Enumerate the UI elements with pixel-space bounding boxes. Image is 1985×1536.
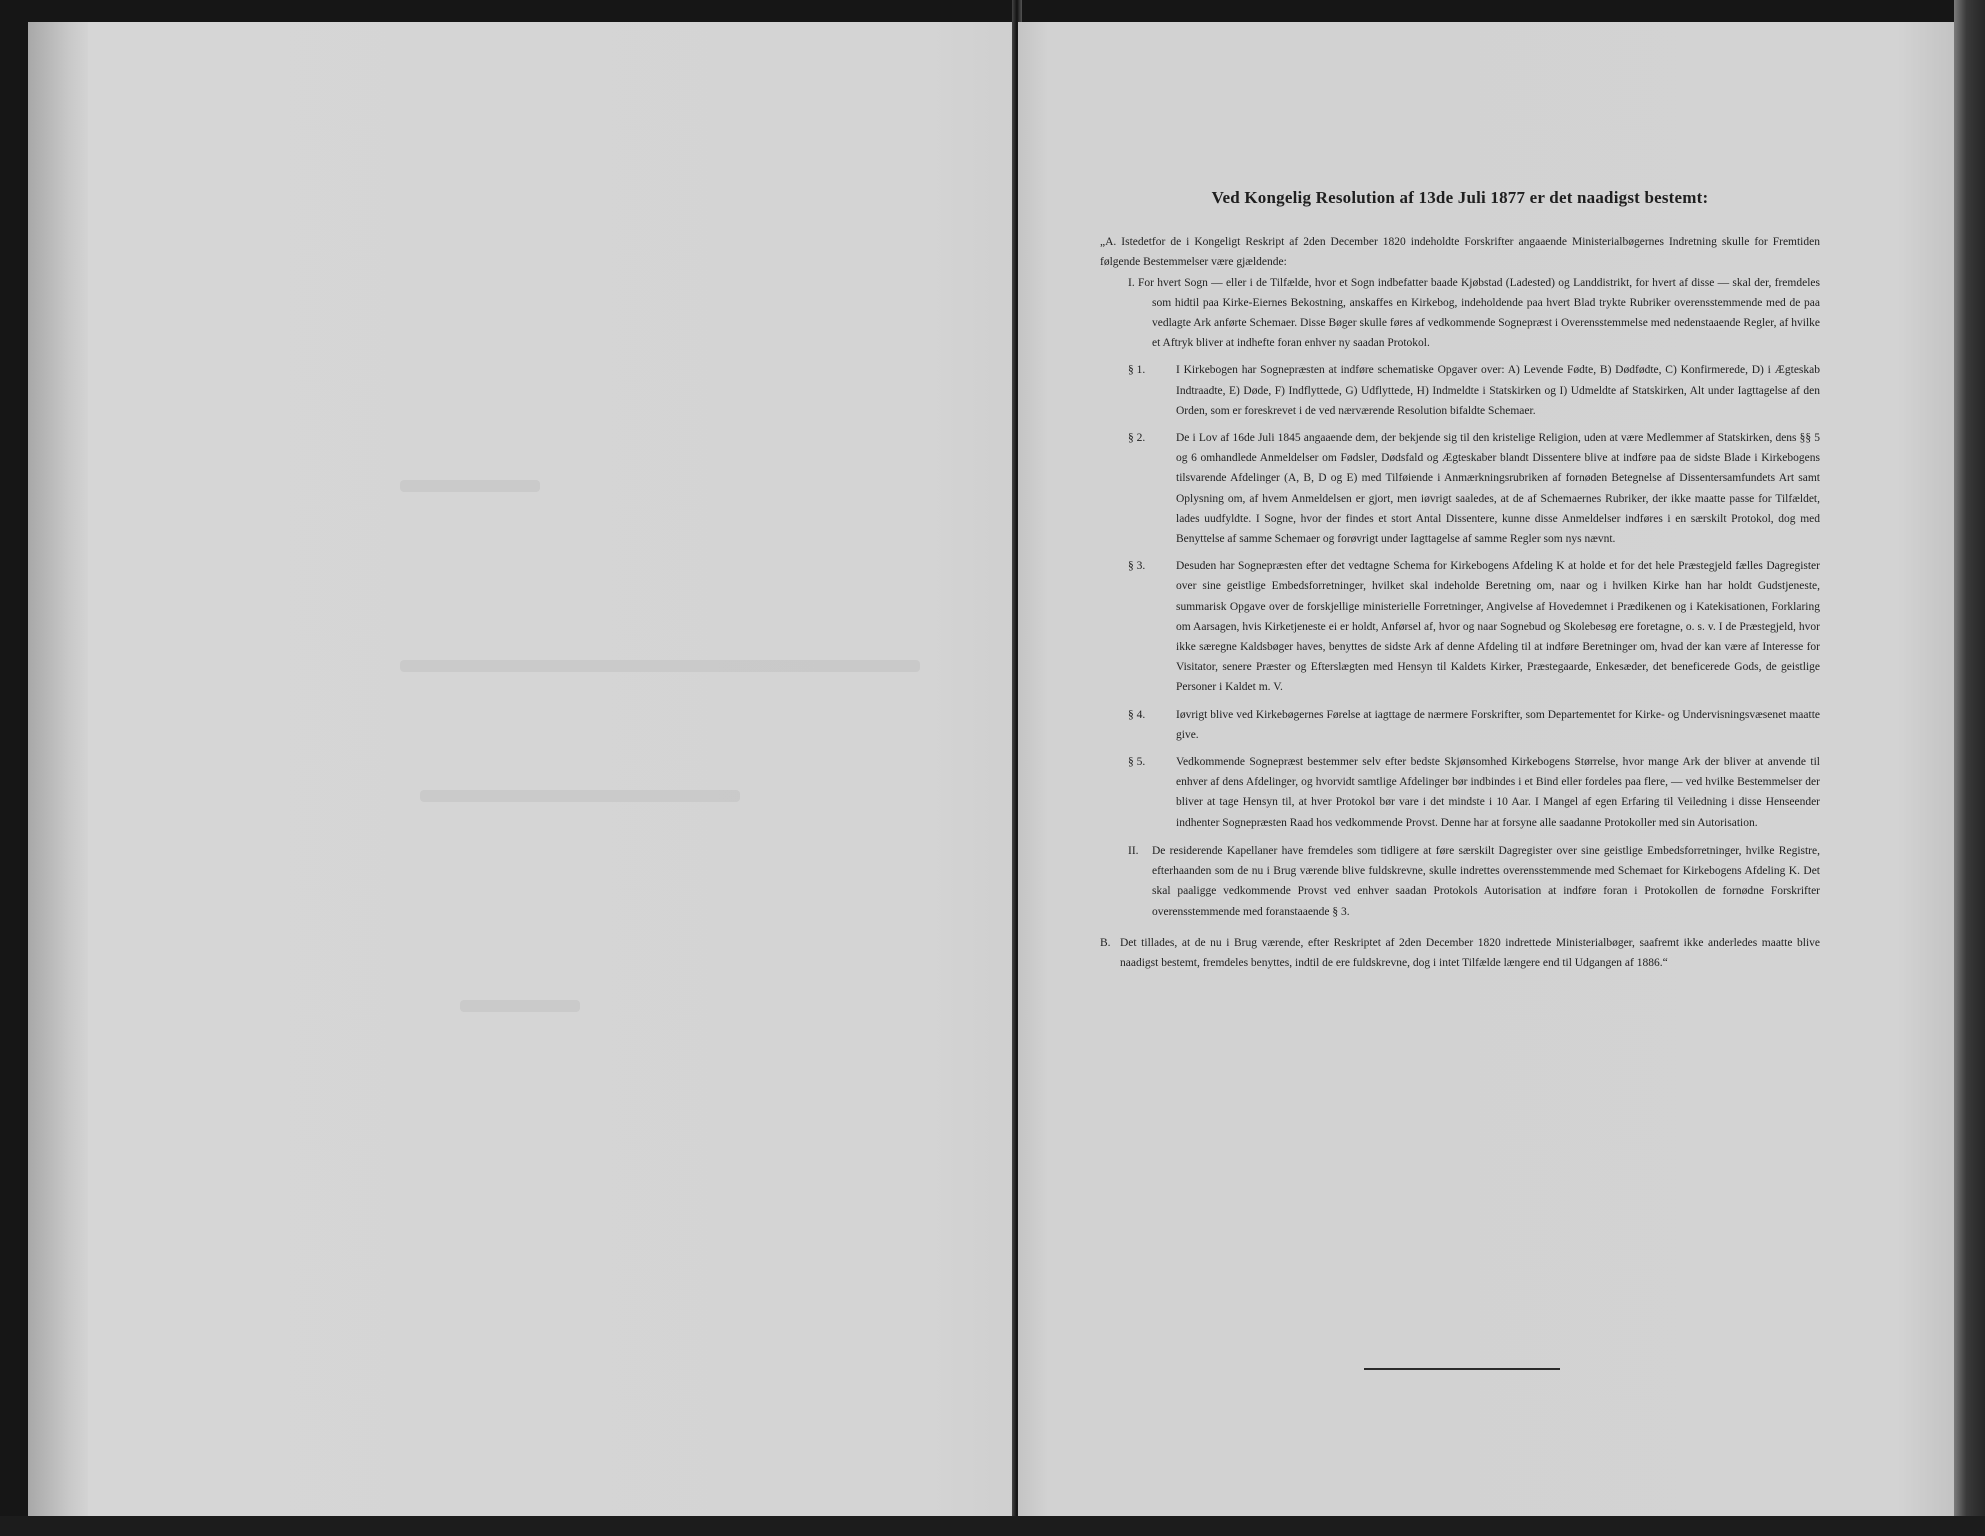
paragraph-4 bbox=[1128, 705, 1820, 745]
section-ii-number: II. bbox=[1128, 844, 1139, 857]
paragraph-1 bbox=[1128, 360, 1820, 421]
paragraph-number: § 2. bbox=[1128, 432, 1146, 445]
paragraph-text: Vedkommende Sognepræst bestemmer selv efter bedste Skjønsomhed Kirkebogens Størrelse, hvor mange Ark der bliver at anvende til enhver af dens Afdelinger, og hvorvidt samtlige Afdelinger bør indbindes i et Bind eller fordeles paa flere, — ved hvilke Bestemmelser der bliver at tage Hensyn til, at hver Protokol bør vare i det mindste i 10 Aar. I Mangel af egen Erfaring til Veiledning i disse Henseender indhenter Sognepræsten Raad hos vedkommende Provst. Denne har at forsyne alle saadanne Protokoller med sin Autorisation. bbox=[1176, 756, 1820, 829]
left-page-blank bbox=[28, 22, 1016, 1516]
paragraph-number: § 3. bbox=[1128, 560, 1146, 573]
paragraph-text: Desuden har Sognepræsten efter det vedtagne Schema for Kirkebogens Afdeling K at holde et for det hele Præstegjeld fælles Dagregister over sine geistlige Embedsforretninger, hvilket skal indeholde Beretning om, naar og i hvilken Kirke han har holdt Gudstjeneste, summarisk Opgave over de forskjellige ministerielle Forretninger, Angivelse af Hovedemnet i Prædikenen og i Katekisationen, Forklaring om Aarsagen, hvis Kirketjeneste ei er holdt, Anførsel af, hvor og naar Sognebud og Skolebesøg ere foretagne, o. s. v. I de Præstegjeld, hvor ikke særegne Kaldsbøger haves, benyttes de sidste Ark af denne Afdeling til at indføre Beretninger om, hvad der kan være af Interesse for Visitator, senere Præster og Efterslægten med Hensyn til Kaldets Kirker, Præstegaarde, Enkesæder, det beneficerede Gods, de geistlige Personer i Kaldet m. V. bbox=[1176, 560, 1820, 694]
paragraph-number: § 1. bbox=[1128, 364, 1146, 377]
paragraph-text: De i Lov af 16de Juli 1845 angaaende dem, der bekjende sig til den kristelige Religion, uden at være Medlemmer af Statskirken, dens §§ 5 og 6 omhandlede Anmeldelser om Fødsler, Dødsfald og Ægteskaber blandt Dissentere blive at indføre paa de sidste Blade i Kirkebogens tilsvarende Afdelinger (A, B, D og E) med Tilføiende i Anmærkningsrubriken af fornøden Betegnelse af Dissentersamfundets Art samt Oplysning om, af hvem Anmeldelsen er gjort, men iøvrigt saaledes, at de af Schemaernes Rubriker, der ikke maatte passe for Tilfældet, lades uudfyldte. I Sogne, hvor der findes et stort Antal Dissentere, kunne disse Anmeldelser indføres i en særskilt Protokol, dog med Benyttelse af samme Schemaer og forøvrigt under Iagttagelse af samme Regler som nys nævnt. bbox=[1176, 432, 1820, 546]
part-b-text: Det tillades, at de nu i Brug værende, efter Reskriptet af 2den December 1820 indrettede Ministerialbøger, saafremt ikke anderledes maatte blive naadigst bestemt, fremdeles benyttes, indtil de ere fuldskrevne, dog i intet Tilfælde længere end til Udgangen af 1886.“ bbox=[1120, 937, 1820, 970]
closing-rule bbox=[1364, 1368, 1560, 1370]
paragraph-5 bbox=[1128, 752, 1820, 833]
bottom-edge bbox=[0, 1516, 1985, 1536]
right-edge bbox=[1954, 0, 1985, 1536]
section-ii-text: De residerende Kapellaner have fremdeles som tidligere at føre særskilt Dagregister over sine geistlige Embedsforretninger, hvilke Registre, efterhaanden som de nu i Brug værende blive fuldskrevne, skulle indrettes overensstemmende med Schemaet for Kirkebogens Afdeling K. Det skal paaligge vedkommende Provst ved enhver saadan Protokols Autorisation at indføre foran i Protokollen de fornødne Forskrifter overensstemmende med foranstaaende § 3. bbox=[1152, 844, 1820, 918]
left-page-edge bbox=[28, 22, 88, 1516]
section-ii bbox=[1100, 841, 1820, 922]
page-title: Ved Kongelig Resolution af 13de Juli 1877 er det naadigst bestemt: bbox=[1211, 188, 1709, 207]
part-a-intro: „A. Istedetfor de i Kongeligt Reskript af 2den December 1820 indeholdte Forskrifter angaaende Ministerialbøgernes Indretning skulle for Fremtiden følgende Bestemmelser være gjældende: bbox=[1100, 236, 1820, 269]
paragraph-number: § 5. bbox=[1128, 756, 1146, 769]
paragraph-number: § 4. bbox=[1128, 708, 1146, 721]
paragraph-2 bbox=[1128, 428, 1820, 549]
paragraph-list bbox=[1100, 360, 1820, 832]
paragraph-text: I Kirkebogen har Sognepræsten at indføre schematiske Opgaver over: A) Levende Fødte, B) Dødfødte, C) Konfirmerede, D) i Ægteskab Indtraadte, E) Døde, F) Indflyttede, G) Udflyttede, H) Indmeldte i Statskirken og I) Udmeldte af Statskirken, Alt under Iagttagelse af den Orden, som er foreskrevet i de ved nærværende Resolution bifaldte Schemaer. bbox=[1176, 364, 1820, 417]
resolution-text bbox=[1100, 180, 1820, 985]
section-i bbox=[1100, 273, 1820, 354]
paragraph-3 bbox=[1128, 556, 1820, 697]
part-b bbox=[1100, 933, 1820, 973]
section-i-text: I. For hvert Sogn — eller i de Tilfælde, hvor et Sogn indbefatter baade Kjøbstad (Ladested) og Landdistrikt, for hvert af disse — skal der, fremdeles som hidtil paa Kirke-Eiernes Bekostning, anskaffes en Kirkebog, indeholdende paa hvert Blad trykte Rubriker overensstemmende med de paa vedlagte Ark anførte Schemaer. Disse Bøger skulle føres af vedkommende Sognepræst i Overensstemmelse med nedenstaaende Regler, af hvilke et Aftryk bliver at indhefte foran enhver ny saadan Protokol. bbox=[1128, 276, 1820, 350]
paragraph-text: Iøvrigt blive ved Kirkebøgernes Førelse at iagttage de nærmere Forskrifter, som Departementet for Kirke- og Undervisningsvæsenet maatte give. bbox=[1176, 708, 1820, 741]
part-b-number: B. bbox=[1100, 937, 1111, 950]
